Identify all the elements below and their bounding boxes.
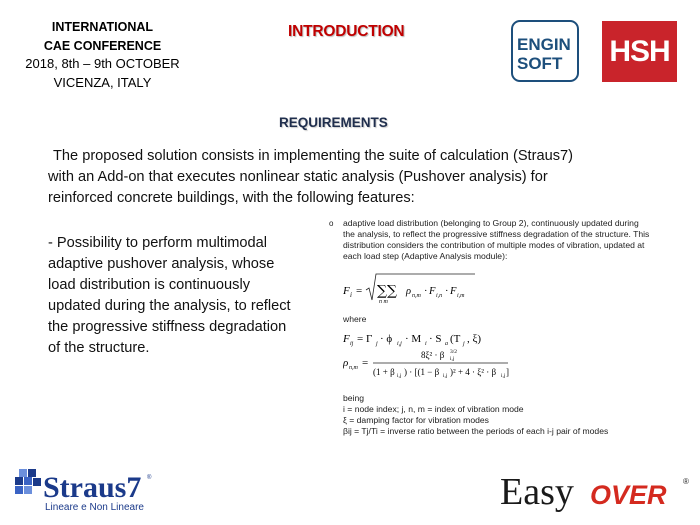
bullet-line-4: updated during the analysis, to reflect <box>48 298 291 314</box>
conference-line-2: CAE CONFERENCE <box>43 38 162 53</box>
svg-text:· S: · S <box>429 333 442 345</box>
bullet-line-2: adaptive pushover analysis, whose <box>48 256 275 272</box>
svg-text:(T: (T <box>450 333 461 345</box>
svg-text:®: ® <box>683 477 689 486</box>
slide-title: INTRODUCTION <box>288 23 405 40</box>
formula-modal-force <box>343 329 543 347</box>
excerpt-line-4: each load step (Adaptive Analysis module): <box>343 251 508 261</box>
svg-text:3/2: 3/2 <box>450 349 458 355</box>
section-heading: REQUIREMENTS <box>279 115 388 130</box>
intro-line-2: with an Add-on that executes nonlinear static analysis (Pushover analysis) for <box>48 169 548 185</box>
paper-excerpt <box>329 218 669 437</box>
svg-text:· ϕ: · ϕ <box>380 333 393 345</box>
svg-text:= Γ: = Γ <box>357 333 373 345</box>
svg-text:i,m: i,m <box>457 293 465 299</box>
excerpt-definition-2: ξ = damping factor for vibration modes <box>343 415 489 425</box>
excerpt-bullet-marker: o <box>329 219 334 228</box>
svg-text:i: i <box>350 291 352 299</box>
svg-text:i,j: i,j <box>397 341 402 347</box>
feature-bullet <box>48 233 323 359</box>
svg-text:®: ® <box>147 475 152 481</box>
bullet-line-1: - Possibility to perform multimodal <box>48 235 267 251</box>
enginsoft-logo <box>511 20 579 82</box>
conference-line-1: INTERNATIONAL <box>51 20 154 34</box>
svg-text:F: F <box>450 286 457 297</box>
svg-text:j: j <box>463 341 465 347</box>
svg-text:) · [(1 − β: ) · [(1 − β <box>404 367 440 377</box>
svg-text:F: F <box>343 285 350 297</box>
formula-correlation-coefficient <box>343 347 543 381</box>
easyover-logo-graphic <box>500 464 695 514</box>
svg-text:]: ] <box>506 367 509 377</box>
bullet-line-5: the progressive stiffness degradation <box>48 319 287 335</box>
svg-text:=: = <box>356 285 363 297</box>
svg-text:·: · <box>445 286 449 297</box>
excerpt-being: being <box>343 393 365 403</box>
bullet-line-6: of the structure. <box>48 340 150 356</box>
excerpt-line-1: adaptive load distribution (belonging to Group 2), continuously updated during <box>343 218 639 228</box>
svg-text:ρ: ρ <box>406 286 412 297</box>
straus7-logo-tagline: Lineare e Non Lineare <box>45 502 144 513</box>
svg-text:i,n: i,n <box>436 293 443 299</box>
excerpt-where: where <box>343 314 367 324</box>
svg-text:ρ: ρ <box>343 357 349 369</box>
svg-text:n,m: n,m <box>412 293 421 299</box>
conference-info <box>10 18 195 92</box>
svg-text:∑∑: ∑∑ <box>377 283 397 299</box>
easyover-logo-part1: Easy <box>500 471 574 513</box>
straus7-logo-name: Straus7 <box>43 471 142 504</box>
hsh-logo: HSH <box>602 21 677 82</box>
svg-text:, ξ): , ξ) <box>467 333 482 345</box>
svg-text:·: · <box>424 286 428 297</box>
svg-text:(1 + β: (1 + β <box>373 367 395 377</box>
svg-text:i,j: i,j <box>443 373 448 379</box>
svg-text:j: j <box>376 341 378 347</box>
bullet-line-3: load distribution is continuously <box>48 277 250 293</box>
svg-text:)² + 4 · ξ² · β: )² + 4 · ξ² · β <box>450 367 497 377</box>
svg-text:ij: ij <box>350 341 354 347</box>
svg-text:i: i <box>425 341 427 347</box>
svg-text:F: F <box>429 286 436 297</box>
svg-text:i,j: i,j <box>450 356 455 362</box>
svg-text:=: = <box>362 357 369 369</box>
enginsoft-logo-line-1: ENGIN <box>517 35 571 54</box>
excerpt-line-3: distribution considers the contribution of multiple modes of vibration, updated at <box>343 240 645 250</box>
svg-text:a: a <box>445 341 448 347</box>
easyover-logo <box>500 464 695 519</box>
svg-text:i,j: i,j <box>501 373 506 379</box>
conference-line-3: 2018, 8th – 9th OCTOBER <box>25 56 180 71</box>
easyover-logo-part2: OVER <box>590 480 667 510</box>
svg-text:· M: · M <box>405 333 422 345</box>
excerpt-definition-1: i = node index; j, n, m = index of vibration mode <box>343 404 524 414</box>
svg-text:F: F <box>343 333 350 345</box>
enginsoft-logo-line-2: SOFT <box>517 54 563 73</box>
svg-text:8ξ² · β: 8ξ² · β <box>421 350 445 360</box>
excerpt-definition-3: βij = Tj/Ti = inverse ratio between the periods of each i-j pair of modes <box>343 426 609 436</box>
formula-force-distribution <box>343 270 543 306</box>
intro-line-1: The proposed solution consists in implementing the suite of calculation (Straus7) <box>53 148 573 164</box>
straus7-logo <box>13 465 163 520</box>
svg-text:n,m: n,m <box>349 365 358 371</box>
intro-line-3: reinforced concrete buildings, with the following features: <box>48 190 415 206</box>
svg-text:i,j: i,j <box>397 373 402 379</box>
conference-line-4: VICENZA, ITALY <box>53 74 152 90</box>
svg-text:n m: n m <box>379 299 388 305</box>
intro-paragraph <box>48 146 648 209</box>
excerpt-line-2: the analysis, to reflect the progressive stiffness degradation of the structure. This <box>343 229 650 239</box>
straus7-logo-graphic <box>13 465 163 515</box>
